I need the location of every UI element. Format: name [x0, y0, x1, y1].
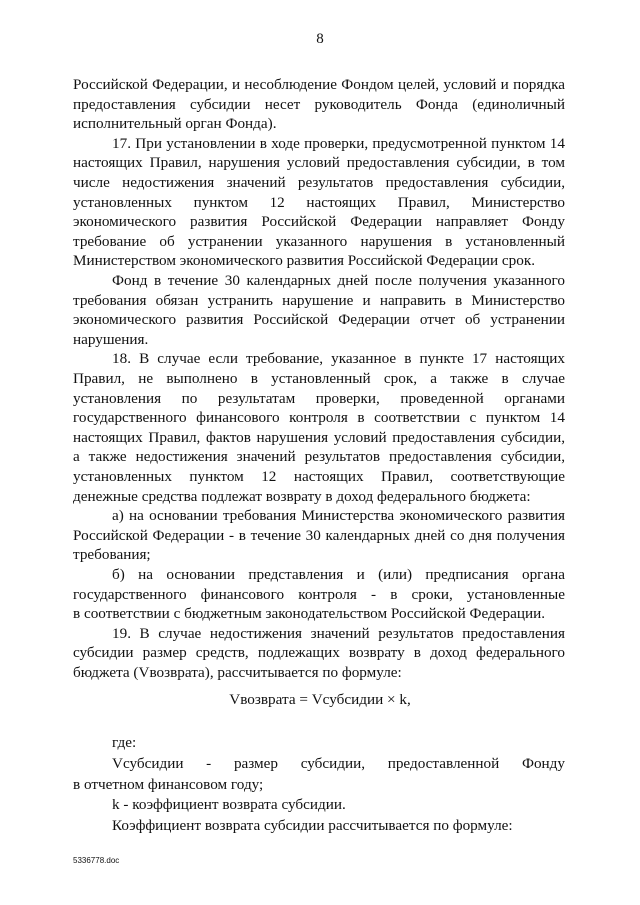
text-line: 17. При установлении в ходе проверки, предусмотренной пунктом 14	[112, 134, 565, 152]
text-line: Коэффициент возврата субсидии рассчитывается по формуле:	[112, 817, 513, 835]
text-line: Российской Федерации - в течение 30 календарных дней со дня получения	[73, 526, 565, 544]
text-line: установленных пунктом 12 настоящих Правил, соответствующие	[73, 468, 565, 485]
text-line: 19. В случае недостижения значений результатов предоставления	[112, 624, 565, 642]
text-line: бюджета (Vвозврата), рассчитывается по формуле:	[73, 664, 402, 681]
text-line: а также недостижения значений результатов предоставления субсидии,	[73, 448, 565, 466]
text-line: в соответствии с бюджетным законодательством Российской Федерации.	[73, 605, 546, 623]
text-line: требования;	[73, 546, 151, 564]
text-line: Фонд в течение 30 календарных дней после получения указанного	[112, 272, 565, 289]
text-line: требования обязан устранить нарушение и направить в Министерство	[73, 291, 565, 309]
text-line: денежные средства подлежат возврату в доход федерального бюджета:	[73, 487, 531, 505]
text-line: Правил, не выполнено в установленный срок, а также в случае	[73, 370, 565, 387]
text-line: k - коэффициент возврата субсидии.	[112, 796, 346, 814]
text-line: б) на основании представления и (или) предписания органа	[112, 566, 565, 583]
text-line: субсидии размер средств, подлежащих возврату в доход федерального	[73, 644, 565, 662]
formula: Vвозврата = Vсубсидии × k,	[229, 691, 411, 708]
text-line: установленных пунктом 12 настоящих Правил, Министерство	[73, 193, 565, 211]
text-line: Министерством экономического развития Российской Федерации срок.	[73, 252, 536, 270]
text-line: исполнительный орган Фонда).	[73, 115, 277, 133]
text-line: установления по результатам проверки, проведенной органами	[73, 389, 565, 407]
text-line: государственного финансового контроля в соответствии с пунктом 14	[73, 409, 565, 427]
text-line: предоставления субсидии несет руководитель Фонда (единоличный	[73, 95, 565, 113]
text-line: настоящих Правил, фактов нарушения условий предоставления субсидии,	[73, 428, 565, 446]
text-line: государственного финансового контроля - в сроки, установленные	[73, 585, 565, 603]
text-line: а) на основании требования Министерства экономического развития	[112, 507, 565, 525]
text-line: экономического развития Российской Федерации направляет Фонду	[73, 213, 565, 231]
text-line: экономического развития Российской Федерации отчет об устранении	[73, 311, 565, 329]
page-number: 8	[316, 31, 324, 47]
text-line: Российской Федерации, и несоблюдение Фондом целей, условий и порядка	[73, 76, 565, 93]
text-line: в отчетном финансовом году;	[73, 775, 264, 793]
text-line: Vсубсидии - размер субсидии, предоставленной Фонду	[112, 754, 565, 772]
text-line: где:	[112, 734, 137, 751]
footer-filename: 5336778.doc	[73, 856, 120, 865]
text-line: требование об устранении указанного нарушения в установленный	[73, 232, 565, 250]
text-line: нарушения.	[73, 330, 149, 348]
text-line: числе недостижения значений результатов предоставления субсидии,	[73, 174, 565, 191]
text-line: 18. В случае если требование, указанное в пункте 17 настоящих	[112, 350, 565, 368]
text-line: настоящих Правил, нарушения условий предоставления субсидии, в том	[73, 154, 565, 172]
